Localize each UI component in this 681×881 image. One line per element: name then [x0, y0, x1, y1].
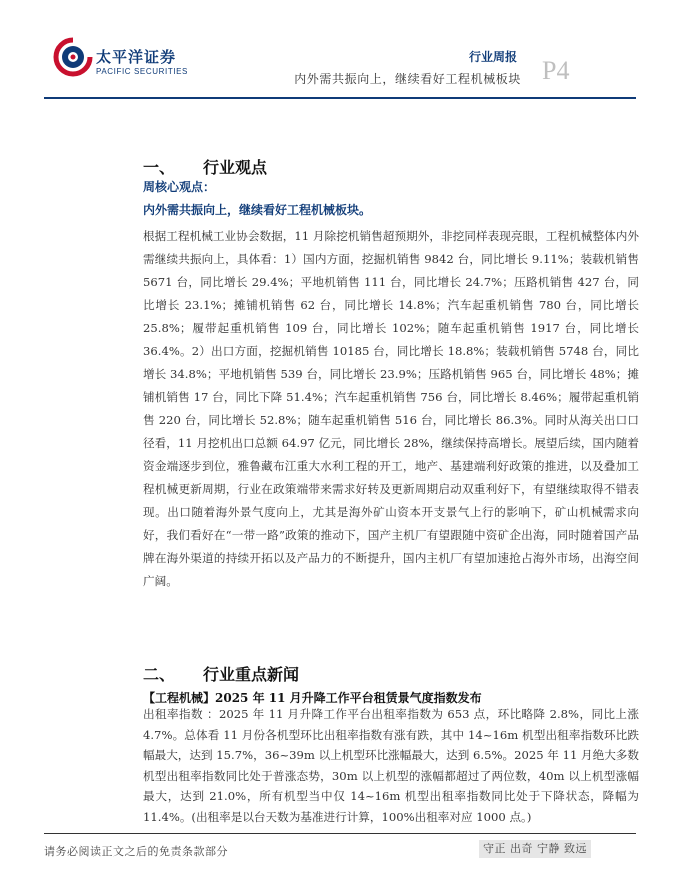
page-number: P4 [542, 56, 570, 85]
footer-divider [44, 833, 636, 834]
report-type: 行业周报 [468, 50, 517, 64]
news-item-title: 【工程机械】2025 年 11 月升降工作平台租赁景气度指数发布 [143, 691, 482, 705]
core-view-label: 周核心观点： [143, 180, 216, 194]
brand-name-cn: 太平洋证券 [96, 48, 177, 66]
pacific-securities-logo-icon [53, 37, 93, 77]
section-2-number: 二、 [143, 665, 176, 684]
section-1-number: 一、 [143, 158, 176, 177]
footer-disclaimer: 请务必阅读正文之后的免责条款部分 [44, 845, 228, 858]
news-item-body: 出租率指数 ：2025 年 11 月升降工作平台出租率指数为 653 点，环比略降 2.8%，同比上涨 4.7%。总体看 11 月份各机型环比出租率指数有涨有跌，其中 14~16m 机型出租率指数环比跌幅最大，达到 15.7%，36~39m 以上机型环比涨幅最大，达到 6.5%。2025 年 11 月绝大多数机型出租率指数同比处于普涨态势，30m 以上机型的涨幅都超过了两位数，40m 以上机型涨幅最大，达到 21.0%，所有机型当中仅 14~16m 机型出租率指数同比处于下降状态，降幅为 11.4%。(出租率是以台天数为基准进行计算，100%出租率对应 1000 点。) [143, 707, 639, 824]
header-divider [44, 97, 636, 99]
report-subtitle: 内外需共振向上，继续看好工程机械板块 [294, 72, 521, 86]
section-2-heading [143, 662, 299, 685]
core-view-text: 内外需共振向上，继续看好工程机械板块。 [143, 203, 372, 217]
section-2-title: 行业重点新闻 [203, 665, 300, 684]
brand-name-en: PACIFIC SECURITIES [96, 67, 188, 76]
section-1-body: 根据工程机械工业协会数据，11 月除挖机销售超预期外，非挖同样表现亮眼，工程机械整体内外需继续共振向上，具体看：1）国内方面，挖掘机销售 9842 台，同比增长 9.11%；装载机销售 5671 台，同比增长 29.4%；平地机销售 111 台，同比增长 24.7%；压路机销售 427 台，同比增长 23.1%；摊铺机销售 62 台，同比增长 14.8%；汽车起重机销售 780 台，同比增长 25.8%；履带起重机销售 109 台，同比增长 102%；随车起重机销售 1917 台，同比增长 36.4%。2）出口方面，挖掘机销售 10185 台，同比增长 18.8%；装载机销售 5748 台，同比增长 34.8%；平地机销售 539 台，同比增长 23.9%；压路机销售 965 台，同比增长 48%；摊铺机销售 17 台，同比下降 51.4%；汽车起重机销售 756 台，同比增长 8.46%；履带起重机销售 220 台，同比增长 52.8%；随车起重机销售 516 台，同比增长 86.3%。同时从海关出口口径看，11 月挖机出口总额 64.97 亿元，同比增长 28%，继续保持高增长。展望后续，国内随着资金端逐步到位，雅鲁藏布江重大水利工程的开工，地产、基建端利好政策的推进，以及叠加工程机械更新周期，行业在政策端带来需求好转及更新周期启动双重利好下，有望继续取得不错表现。出口随着海外景气度向上，尤其是海外矿山资本开支景气上行的影响下，矿山机械需求向好，我们看好在“一带一路”政策的推动下，国产主机厂有望跟随中资矿企出海，同时随着国产品牌在海外渠道的持续开拓以及产品力的不断提升，国内主机厂有望加速抢占海外市场，出海空间广阔。 [143, 229, 639, 588]
section-1-title: 行业观点 [203, 158, 268, 177]
footer-motto: 守正 出奇 宁静 致远 [479, 840, 591, 858]
section-1-heading [143, 155, 267, 178]
